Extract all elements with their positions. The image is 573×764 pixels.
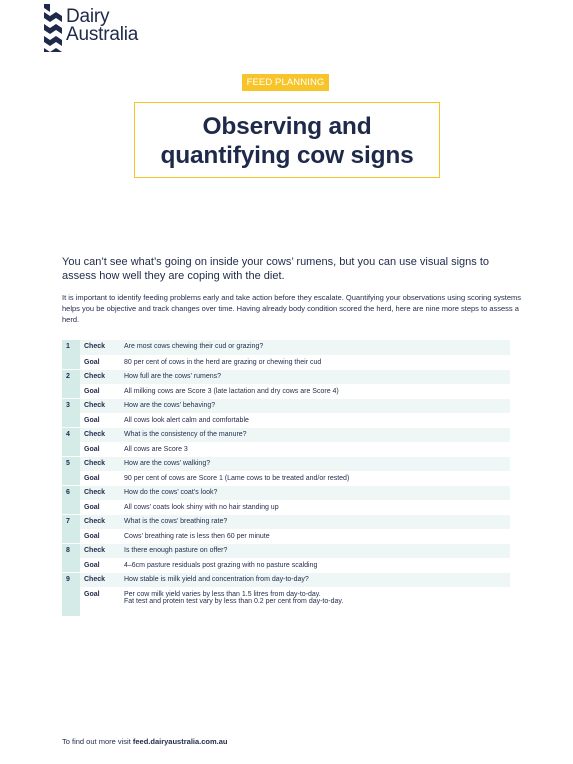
step-number: 9 <box>62 572 80 616</box>
step-check-row <box>62 369 510 384</box>
goal-text <box>120 587 510 616</box>
goal-text-line: 80 per cent of cows in the herd are grazing or chewing their cud <box>124 358 322 366</box>
goal-label: Goal <box>80 413 120 427</box>
step-goal-row <box>62 384 510 398</box>
goal-label: Goal <box>80 500 120 514</box>
page-title <box>134 112 440 170</box>
step-check-row <box>62 398 510 413</box>
goal-text <box>120 471 510 485</box>
goal-text-line: 90 per cent of cows are Score 1 (Lame cows to be treated and/or rested) <box>124 474 350 482</box>
steps-table <box>62 340 510 617</box>
step-check-row <box>62 485 510 500</box>
goal-text-line: All cows’ coats look shiny with no hair standing up <box>124 503 279 511</box>
goal-label: Goal <box>80 442 120 456</box>
goal-text <box>120 442 510 456</box>
goal-text <box>120 500 510 514</box>
step-goal-row <box>62 442 510 456</box>
step-goal-row <box>62 558 510 572</box>
check-text: What is the cows’ breathing rate? <box>120 514 510 529</box>
check-label: Check <box>80 543 120 558</box>
goal-text-line: Per cow milk yield varies by less than 1.5 litres from day-to-day. <box>124 590 321 598</box>
check-text: How full are the cows’ rumens? <box>120 369 510 384</box>
goal-label: Goal <box>80 471 120 485</box>
step-check-row <box>62 514 510 529</box>
step-check-row <box>62 572 510 587</box>
step-number: 7 <box>62 514 80 543</box>
step-goal-row <box>62 413 510 427</box>
step-goal-row <box>62 587 510 616</box>
goal-text <box>120 529 510 543</box>
check-text: Is there enough pasture on offer? <box>120 543 510 558</box>
goal-label: Goal <box>80 384 120 398</box>
dairy-australia-chevron-icon <box>44 4 62 52</box>
footer-link[interactable]: feed.dairyaustralia.com.au <box>132 737 228 746</box>
step-check-row <box>62 456 510 471</box>
goal-label: Goal <box>80 587 120 616</box>
step-check-row <box>62 427 510 442</box>
step-goal-row <box>62 500 510 514</box>
goal-text-line: All milking cows are Score 3 (late lactation and dry cows are Score 4) <box>124 387 339 395</box>
goal-text <box>120 384 510 398</box>
goal-label: Goal <box>80 558 120 572</box>
brand-logo <box>44 4 138 52</box>
goal-text-line: Cows’ breathing rate is less then 60 per minute <box>124 532 270 540</box>
body-paragraph: It is important to identify feeding problems early and take action before they escalate. Quantifying your observations using scoring systems helps you be objective and track changes over time. Having already body condition scored the herd, here are nine more steps to assess a herd. <box>62 293 521 324</box>
goal-text <box>120 355 510 369</box>
step-number: 1 <box>62 340 80 369</box>
check-label: Check <box>80 369 120 384</box>
check-label: Check <box>80 340 120 355</box>
steps-table-body <box>62 340 510 616</box>
check-text: How are the cows’ walking? <box>120 456 510 471</box>
intro-paragraph: You can’t see what’s going on inside your cows’ rumens, but you can use visual signs to assess how well they are coping with the diet. <box>62 256 490 282</box>
step-number: 6 <box>62 485 80 514</box>
check-text: How do the cows’ coat’s look? <box>120 485 510 500</box>
check-label: Check <box>80 398 120 413</box>
title-line-1: Observing and <box>202 113 372 140</box>
check-label: Check <box>80 485 120 500</box>
check-label: Check <box>80 427 120 442</box>
goal-text-line: 4–6cm pasture residuals post grazing with no pasture scalding <box>124 561 318 569</box>
check-text: How are the cows’ behaving? <box>120 398 510 413</box>
check-label: Check <box>80 456 120 471</box>
step-goal-row <box>62 471 510 485</box>
goal-label: Goal <box>80 355 120 369</box>
step-goal-row <box>62 529 510 543</box>
goal-text-line: All cows look alert calm and comfortable <box>124 416 249 424</box>
check-text: Are most cows chewing their cud or grazing? <box>120 340 510 355</box>
brand-name-line1: Dairy <box>66 6 110 27</box>
step-number: 3 <box>62 398 80 427</box>
step-number: 8 <box>62 543 80 572</box>
goal-label: Goal <box>80 529 120 543</box>
check-text: How stable is milk yield and concentration from day-to-day? <box>120 572 510 587</box>
step-number: 4 <box>62 427 80 456</box>
check-label: Check <box>80 514 120 529</box>
footer <box>62 737 228 746</box>
brand-name-line2: Australia <box>66 24 139 45</box>
check-label: Check <box>80 572 120 587</box>
goal-text-line: All cows are Score 3 <box>124 445 188 453</box>
check-text: What is the consistency of the manure? <box>120 427 510 442</box>
step-number: 2 <box>62 369 80 398</box>
footer-prefix: To find out more visit <box>62 737 133 746</box>
step-check-row <box>62 340 510 355</box>
title-line-2: quantifying cow signs <box>160 142 414 169</box>
goal-text <box>120 558 510 572</box>
section-tag: FEED PLANNING <box>242 74 329 91</box>
step-check-row <box>62 543 510 558</box>
step-number: 5 <box>62 456 80 485</box>
brand-name <box>66 8 138 44</box>
step-goal-row <box>62 355 510 369</box>
goal-text <box>120 413 510 427</box>
goal-text-line: Fat test and protein test vary by less than 0.2 per cent from day-to-day. <box>124 597 344 605</box>
